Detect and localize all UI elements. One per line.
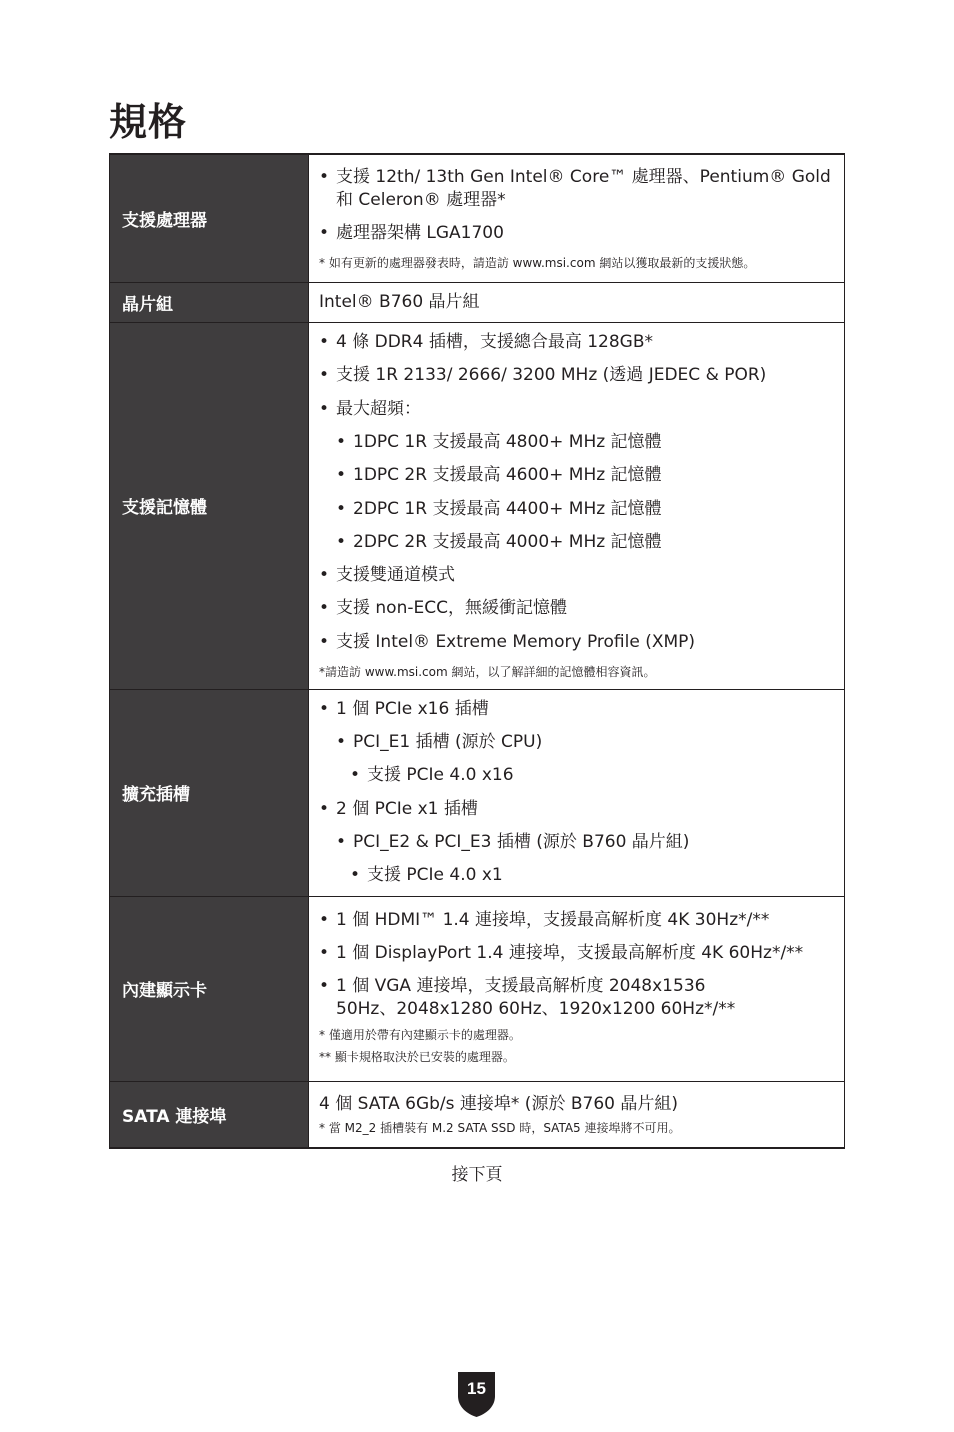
- row-label: 晶片組: [110, 282, 309, 322]
- list-item: • 支援 Intel® Extreme Memory Profile (XMP): [319, 631, 696, 652]
- list-item: • 支援 PCIe 4.0 x16: [350, 765, 514, 786]
- bullet-icon: •: [350, 865, 361, 886]
- bullet-icon: •: [319, 798, 330, 819]
- continue-text: 接下頁: [451, 1165, 503, 1185]
- bullet-icon: •: [319, 398, 330, 419]
- list-item: • 1DPC 1R 支援最高 4800+ MHz 記憶體: [336, 431, 662, 452]
- bullet-icon: •: [336, 531, 347, 552]
- row-value: [309, 322, 845, 689]
- bullet-icon: •: [350, 765, 361, 786]
- page-number: 15: [467, 1379, 486, 1398]
- spec-row-graphics: [110, 896, 845, 1081]
- page-title: 規格: [109, 100, 188, 144]
- footnote: * 如有更新的處理器發表時，請造訪 www.msi.com 網站以獲取最新的支援狀態。: [319, 255, 756, 270]
- list-item: • 支援 12th/ 13th Gen Intel® Core™ 處理器、Pentium® Gold 和 Celeron® 處理器*: [319, 166, 831, 210]
- list-item: • 2DPC 1R 支援最高 4400+ MHz 記憶體: [336, 498, 662, 519]
- footnote: * 當 M2_2 插槽裝有 M.2 SATA SSD 時，SATA5 連接埠將不可用。: [319, 1120, 681, 1135]
- list-item: • PCI_E2 & PCI_E3 插槽 (源於 B760 晶片組): [336, 831, 690, 852]
- spec-row-sata: [110, 1081, 845, 1148]
- bullet-icon: •: [336, 732, 347, 753]
- bullet-icon: •: [336, 498, 347, 519]
- bullet-icon: •: [336, 431, 347, 452]
- bullet-icon: •: [319, 565, 330, 586]
- list-item: • 4 條 DDR4 插槽，支援總合最高 128GB*: [319, 332, 654, 353]
- row-label: 內建顯示卡: [110, 896, 309, 1081]
- bullet-icon: •: [319, 698, 330, 719]
- row-label: 支援記憶體: [110, 322, 309, 689]
- list-item: • 支援 1R 2133/ 2666/ 3200 MHz (透過 JEDEC & POR): [319, 365, 767, 386]
- footnote: * 僅適用於帶有內建顯示卡的處理器。: [319, 1027, 521, 1042]
- bullet-icon: •: [319, 975, 330, 996]
- spec-row-chipset: [110, 282, 845, 322]
- row-value: [309, 689, 845, 896]
- spec-row-expansion: [110, 689, 845, 896]
- list-item: • 最大超頻：: [319, 398, 421, 419]
- row-label: SATA 連接埠: [110, 1081, 309, 1148]
- bullet-icon: •: [319, 332, 330, 353]
- bullet-icon: •: [336, 465, 347, 486]
- bullet-icon: •: [319, 631, 330, 652]
- row-value: [309, 896, 845, 1081]
- list-item: • 支援雙通道模式: [319, 565, 455, 586]
- list-item: • 1 個 HDMI™ 1.4 連接埠，支援最高解析度 4K 30Hz*/**: [319, 909, 770, 930]
- list-item: • 2 個 PCIe x1 插槽: [319, 798, 478, 819]
- bullet-icon: •: [336, 831, 347, 852]
- bullet-icon: •: [319, 222, 330, 243]
- list-item: • 1DPC 2R 支援最高 4600+ MHz 記憶體: [336, 465, 662, 486]
- row-value: 4 個 SATA 6Gb/s 連接埠* (源於 B760 晶片組) * 當 M2_2 插槽裝有 M.2 SATA SSD 時，SATA5 連接埠將不可用。: [309, 1081, 845, 1148]
- bullet-icon: •: [319, 365, 330, 386]
- bullet-icon: •: [319, 598, 330, 619]
- spec-row-cpu: [110, 154, 845, 282]
- list-item: • PCI_E1 插槽 (源於 CPU): [336, 732, 543, 753]
- list-item: • 1 個 VGA 連接埠，支援最高解析度 2048x1536 50Hz、2048x1280 60Hz、1920x1200 60Hz*/**: [319, 975, 736, 1019]
- bullet-icon: •: [319, 909, 330, 930]
- list-item: • 2DPC 2R 支援最高 4000+ MHz 記憶體: [336, 531, 662, 552]
- list-item: • 1 個 DisplayPort 1.4 連接埠，支援最高解析度 4K 60Hz*/**: [319, 942, 804, 963]
- list-item: • 處理器架構 LGA1700: [319, 222, 504, 243]
- row-label: 支援處理器: [110, 154, 309, 282]
- bullet-icon: •: [319, 942, 330, 963]
- row-value: Intel® B760 晶片組: [309, 282, 845, 322]
- list-item: • 支援 non-ECC，無緩衝記憶體: [319, 598, 567, 619]
- row-value: [309, 154, 845, 282]
- list-item: • 支援 PCIe 4.0 x1: [350, 865, 503, 886]
- row-label: 擴充插槽: [110, 689, 309, 896]
- bullet-icon: •: [319, 166, 330, 187]
- spec-row-memory: [110, 322, 845, 689]
- footnote: ** 顯卡規格取決於已安裝的處理器。: [319, 1049, 515, 1064]
- list-item: • 1 個 PCIe x16 插槽: [319, 698, 489, 719]
- spec-table: [109, 153, 845, 1149]
- footnote: *請造訪 www.msi.com 網站，以了解詳細的記憶體相容資訊。: [319, 664, 656, 679]
